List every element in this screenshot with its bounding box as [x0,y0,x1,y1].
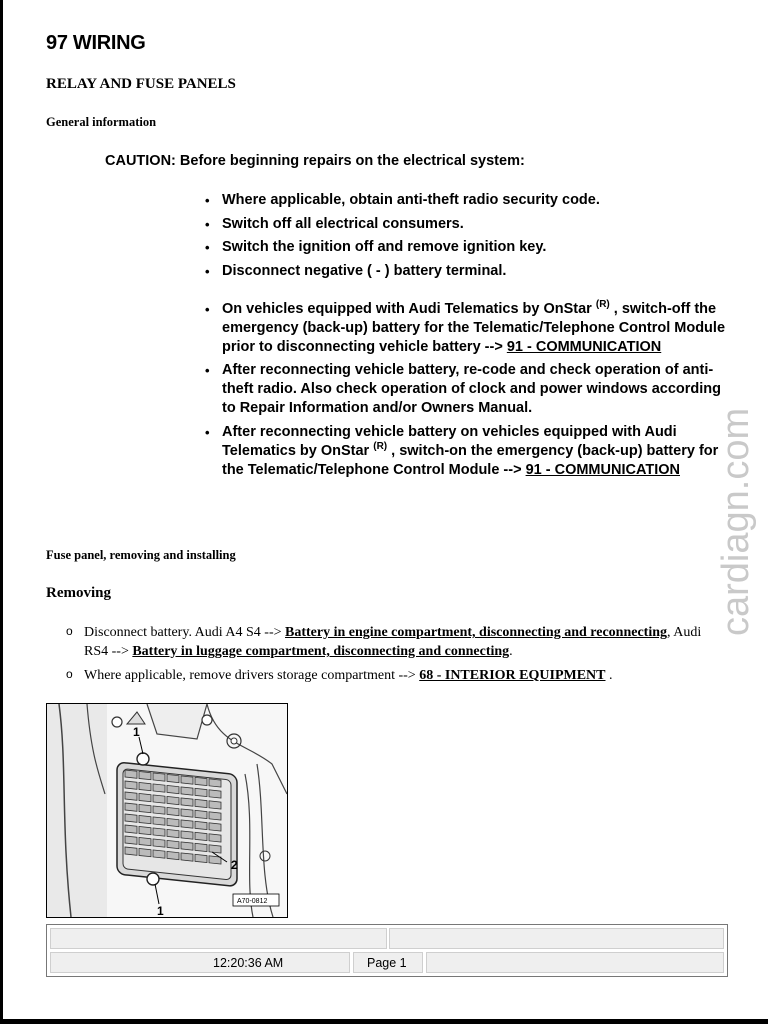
watermark-text: cardiagn.com [715,407,757,636]
fuse-panel-heading: Fuse panel, removing and installing [46,548,236,562]
figure-label-1-top: 1 [133,725,140,739]
footer-page-number: Page 1 [367,956,407,970]
fuse-panel-illustration [47,704,287,917]
watermark [684,380,768,640]
link-91-communication[interactable]: 91 - COMMUNICATION [525,461,680,478]
page-border-bottom [0,1019,768,1024]
list-item: • Where applicable, obtain anti-theft radio security code. [205,191,725,210]
section-title: RELAY AND FUSE PANELS [46,76,236,92]
removing-steps [66,623,726,685]
list-item: • Disconnect negative ( - ) battery terminal. [205,262,725,281]
subsection-title: General information [46,115,157,129]
fuse-panel-figure [46,703,288,918]
registered-mark: (R) [595,298,610,310]
footer-cell [389,928,724,949]
registered-mark: (R) [373,440,388,452]
footer-time: 12:20:36 AM [213,956,284,970]
list-item: • After reconnecting vehicle battery on vehicles equipped with Audi Telematics by OnStar $^{(R)}$ , switch-on the emergency (back-up) battery for the Telematic/Telephone Control Module --> 91 - COMMUNICATION [205,423,725,480]
list-item: • After reconnecting vehicle battery, re-code and check operation of anti-theft radio. Also check operation of clock and power windows according to Repair Information and/or Owners Manual. [205,361,725,418]
page-title: 97 WIRING [46,32,146,54]
removing-heading: Removing [46,585,111,601]
figure-label-1-bottom: 1 [157,904,164,917]
list-item: • Switch the ignition off and remove ignition key. [205,238,725,257]
page-border-left [0,0,3,1024]
link-battery-luggage-compartment[interactable]: Battery in luggage compartment, disconnecting and connecting [132,644,510,659]
footer-cell [50,928,387,949]
list-item: • On vehicles equipped with Audi Telematics by OnStar $^{(R)}$ , switch-off the emergency (back-up) battery for the Telematic/Telephone Control Module prior to disconnecting vehicle battery --> 91 - COMMUNICATION [205,300,725,357]
caution-list [205,191,725,480]
figure-code: A70-0812 [237,898,268,905]
list-item: o Disconnect battery. Audi A4 S4 --> Battery in engine compartment, disconnecting and reconnecting, Audi RS4 --> Battery in luggage compartment, disconnecting and connecting. [66,623,726,661]
link-battery-engine-compartment[interactable]: Battery in engine compartment, disconnecting and reconnecting [285,625,668,640]
link-91-communication[interactable]: 91 - COMMUNICATION [506,338,662,355]
caution-heading: CAUTION: Before beginning repairs on the electrical system: [105,153,525,169]
link-68-interior-equipment[interactable]: 68 - INTERIOR EQUIPMENT [419,668,606,683]
list-item: • Switch off all electrical consumers. [205,215,725,234]
footer-cell [50,952,350,973]
footer-cell [426,952,724,973]
page-footer [46,924,728,977]
figure-label-2: 2 [231,858,238,872]
list-item: o Where applicable, remove drivers storage compartment --> 68 - INTERIOR EQUIPMENT . [66,666,726,685]
